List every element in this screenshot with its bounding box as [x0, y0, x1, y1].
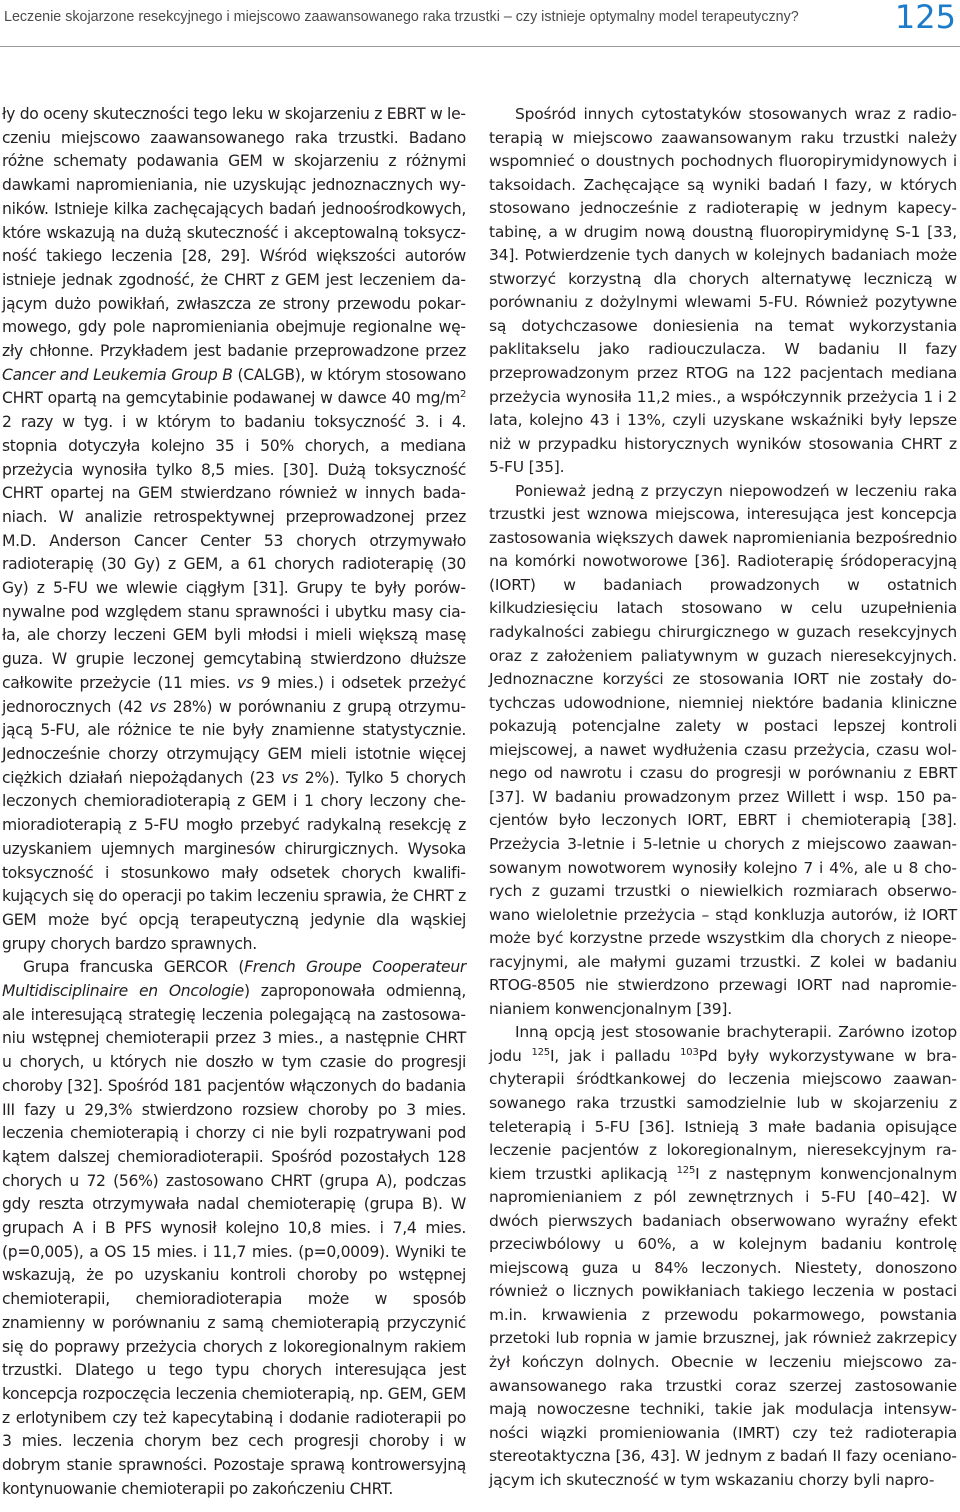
page-number: 125 — [894, 0, 956, 36]
text-run: (CALGB), w którym stosowano CHRT opartą na gemcytabinie podawanej w dawce 40 mg/m — [2, 365, 466, 408]
superscript: 125 — [676, 1164, 696, 1176]
text-run: 2%). Tylko 5 chorych leczonych chemioradioterapią z GEM i 1 chory leczony chemioradioterapią z 5-FU mogło przebyć radykalną resekcję z uzyskaniem ujemnych marginesów chirurgicznych. Wysoka toksyczność i stosunkowo mały odsetek chorych kwalifikujących się do operacji po takim leczeniu sprawia, że CHRT z GEM może być opcją terapeutyczną jedynie dla wąskiej grupy chorych bardzo sprawnych. — [2, 768, 466, 953]
italic-run: Cancer and Leukemia Group B — [2, 365, 233, 384]
right-paragraph-1: Spośród innych cytostatyków stosowanych wraz z radioterapią w miejscowo zaawansowanym raku trzustki należy wspomnieć o doustnych pochodnych fluoropirymidynowych i taksoidach. Zachęcające są wyniki badań I fazy, w których stosowano jednocześnie z radioterapię w jednym kapecytabinę, a w drugim nową doustną fluoropirymidynę S-1 [33, 34]. Potwierdzenie tych danych w kolejnych badaniach może stworzyć korzystną dla chorych alternatywę leczniczą w porównaniu z dożylnymi wlewami 5-FU. Również pozytywne są dotychczasowe doniesienia na temat wykorzystania paklitakselu jako radiouczulacza. W badaniu II fazy przeprowadzonym przez RTOG na 122 pacjentach mediana przeżycia wynosiła 11,2 mies., a współczynnik przeżycia 1 i 2 lata, kolejno 43 i 13%, czyli uzyskane wskaźniki były lepsze niż w przypadku historycznych wyników stosowania CHRT z 5-FU [35]. — [489, 105, 957, 477]
text-run: Pd były wykorzystywane w brachyterapii śródtkankowej do leczenia miejscowo zaawansowanego raka trzustki samodzielnie lub w skojarzeniu z teleterapią i 5-FU [36]. Istnieją 3 małe badania opisujące leczenie pacjentów z lokoregionalnym, nieresekcyjnym rakiem trzustki aplikacją — [489, 1046, 957, 1183]
running-title: Leczenie skojarzone resekcyjnego i miejscowo zaawansowanego raka trzustki – czy istnieje optymalny model terapeutyczny? — [4, 9, 799, 25]
text-run: 28%) w porównaniu z grupą otrzymującą 5-FU, ale różnice te nie były znamienne statystycznie. Jednocześnie chorzy otrzymujący GEM mieli istotnie więcej ciężkich działań niepożądanych (23 — [2, 697, 466, 787]
right-paragraph-3 — [489, 1021, 957, 1492]
text-run: I, jak i palladu — [549, 1046, 681, 1065]
page-header — [0, 0, 960, 46]
text-run: Inną opcją jest stosowanie brachyterapii. Zarówno izotop jodu — [489, 1023, 957, 1065]
right-column — [489, 103, 957, 1492]
italic-run: vs — [149, 697, 167, 716]
text-run: ) zaproponowała odmienną, ale interesującą strategię leczenia polegającą na zastosowaniu wstępnej chemioterapii przez 3 mies., a następnie CHRT u chorych, u których nie doszło w tym czasie do progresji choroby [32]. Spośród 181 pacjentów włączonych do badania III fazy u 29,3% stwierdzono rozsiew choroby po 3 mies. leczenia chemioterapią i chorzy ci nie byli rozpatrywani pod kątem dalszej chemioradioterapii. Spośród pozostałych 128 chorych u 72 (56%) zastosowano CHRT (grupa A), podczas gdy reszta otrzymywała nadal chemioterapię (grupa B). W grupach A i B PFS wynosił kolejno 10,8 mies. i 7,4 mies. (p=0,005), a OS 15 mies. i 11,7 mies. (p=0,0009). Wyniki te wskazują, że po uzyskaniu kontroli choroby po wstępnej chemioterapii, chemioradioterapia może w sposób znamienny w porównaniu z samą chemioterapią przyczynić się do poprawy przeżycia chorych z lokoregionalnym rakiem trzustki. Dlatego u tego typu chorych interesująca jest koncepcja rozpoczęcia leczenia chemioterapią, np. GEM, GEM z erlotynibem czy też kapecytabiną i dodanie radioterapii po 3 mies. leczenia chorym bez cech progresji choroby i w dobrym stanie sprawności. Pozostaje sprawą kontrowersyjną kontynuowanie chemioterapii po zakończeniu CHRT. — [2, 982, 466, 1498]
text-run: 2 razy w tyg. i w którym to badaniu toksyczność 3. i 4. stopnia dotyczyła kolejno 35 i 50% chorych, a mediana przeżycia wynosiła tylko 8,5 mies. [30]. Dużą toksyczność CHRT opartej na GEM stwierdzano również w innych badaniach. W analizie retrospektywnej przeprowadzonej przez M.D. Anderson Cancer Center 53 chorych otrzymywało radioterapię (30 Gy) z GEM, a 61 chorych radioterapię (30 Gy) z 5-FU we wlewie ciągłym [31]. Grupy te były porównywalne pod względem stanu sprawności i ubytku masy ciała, ale chorzy leczeni GEM byli młodsi i mieli większą masę guza. W grupie leczonej gemcytabiną stwierdzono dłuższe całkowite przeżycie (11 mies. — [2, 413, 466, 692]
text-run: 9 mies.) i odsetek przeżyć jednorocznych (42 — [2, 673, 466, 716]
header-divider — [0, 46, 960, 47]
italic-run: French Groupe Cooperateur Multidisciplinaire en Oncologie — [2, 958, 466, 1001]
left-column — [2, 103, 466, 1501]
text-run: ły do oceny skuteczności tego leku w skojarzeniu z EBRT w leczeniu miejscowo zaawansowanego raka trzustki. Badano różne schematy podawania GEM w skojarzeniu z różnymi dawkami napromieniania, nie uzyskując jednoznacznych wyników. Istnieje kilka zachęcających badań jednoośrodkowych, które wskazują na dużą skuteczność i akceptowalną toksyczność takiego leczenia [28, 29]. Wśród większości autorów istnieje jednak zgodność, że CHRT z GEM jest leczeniem dającym dużo powikłań, zwłaszcza ze strony przewodu pokarmowego, gdy pole napromieniania obejmuje regionalne węzły chłonne. Przykładem jest badanie przeprowadzone przez — [2, 105, 466, 361]
superscript: 103 — [680, 1046, 699, 1058]
italic-run: vs — [237, 673, 254, 692]
right-paragraph-2: Ponieważ jedną z przyczyn niepowodzeń w leczeniu raka trzustki jest wznowa miejscowa, interesująca jest koncepcja zastosowania większych dawek napromieniania bezpośrednio na komórki nowotworowe [36]. Radioterapię śródoperacyjną (IORT) w badaniach prowadzonych w ostatnich kilkudziesięciu latach stosowano w celu uzupełnienia radykalności zabiegu chirurgicznego w guzach resekcyjnych oraz z założeniem paliatywnym w guzach nieresekcyjnych. Jednoznaczne korzyści ze stosowania IORT nie zostały dotychczas udowodnione, niemniej niektóre badania kliniczne pokazują potencjalne zalety w postaci lepszej kontroli miejscowej, a nawet wydłużenia czasu przeżycia, czasu wolnego od nawrotu i czasu do progresji w porównaniu z EBRT [37]. W badaniu prowadzonym przez Willett i wsp. 150 pacjentów było leczonych IORT, EBRT i chemioterapią [38]. Przeżycia 3-letnie i 5-letnie u chorych z miejscowo zaawansowanym nowotworem wynosiły kolejno 7 i 4%, ale u 8 chorych z guzami trzustki o niewielkich rozmiarach obserwowano wieloletnie przeżycia – stąd konkluzja autorów, iż IORT może być korzystne przede wszystkim dla chorych z nieoperacyjnymi, ale małymi guzami trzustki. Z kolei w badaniu RTOG-8505 nie stwierdzono przewagi IORT nad napromienianiem konwencjonalnym [39]. — [489, 481, 957, 1018]
superscript: 2 — [459, 389, 466, 401]
left-paragraph-2 — [2, 956, 466, 1501]
text-run: I z następnym konwencjonalnym napromienianiem z pól zewnętrznych i 5-FU [40–42]. W dwóch pierwszych badaniach obserwowano wyraźny efekt przeciwbólowy u 60%, a w kolejnym badaniu kontrolę miejscową guza u 84% leczonych. Niestety, donoszono również o licznych powikłaniach takiego leczenia w postaci m.in. krwawienia z przewodu pokarmowego, powstania przetoki lub ropnia w jamie brzusznej, jak również zakrzepicy żył kończyn dolnych. Obecnie w leczeniu miejscowo zaawansowanego raka trzustki coraz szerzej zastosowanie mają nowoczesne techniki, takie jak modulacja intensywności wiązki promieniowania (IMRT) czy też radioterapia stereotaktyczna [36, 43]. W jednym z badań II fazy oceniano jącym ich skuteczność w tym wskazaniu chorzy byli napro- — [489, 1164, 957, 1489]
superscript: 125 — [531, 1046, 550, 1058]
italic-run: vs — [281, 768, 299, 787]
left-paragraph-1 — [2, 103, 466, 956]
text-run: Grupa francuska GERCOR ( — [23, 958, 245, 977]
